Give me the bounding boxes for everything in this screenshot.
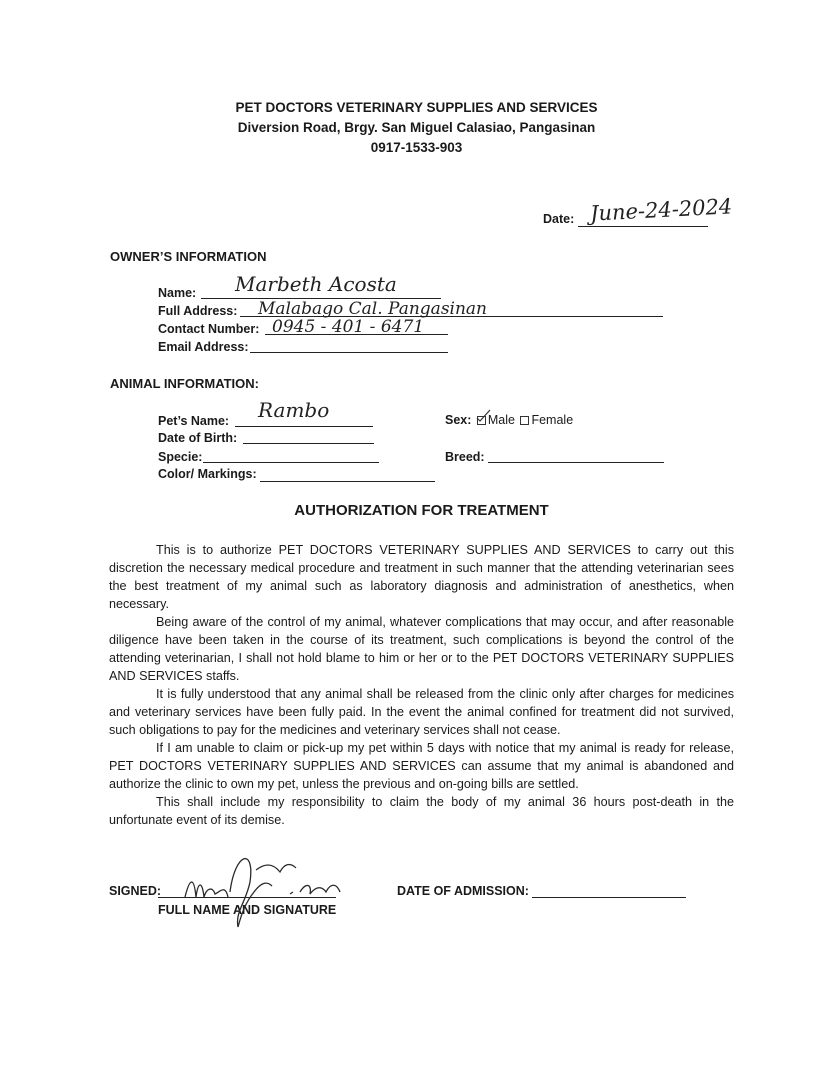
authorization-paragraph: This is to authorize PET DOCTORS VETERINARY SUPPLIES AND SERVICES to carry out this discretion the necessary medical procedure and treatment in such manner that the attending veterinarian sees the best treatment of my animal such as laboratory diagnosis and administration of anesthetics, when necessary. bbox=[109, 543, 734, 611]
specie-line bbox=[203, 462, 379, 463]
signature-caption: FULL NAME AND SIGNATURE bbox=[158, 903, 337, 917]
pet-name-label: Pet’s Name: bbox=[158, 414, 230, 428]
address-label: Full Address: bbox=[158, 304, 238, 318]
female-option-label: Female bbox=[531, 413, 574, 427]
admission-date-line bbox=[532, 897, 686, 898]
owner-name-value: Marbeth Acosta bbox=[235, 272, 397, 296]
owner-section-title: OWNER’S INFORMATION bbox=[110, 249, 267, 264]
color-markings-line bbox=[260, 481, 435, 482]
owner-name-label: Name: bbox=[158, 286, 197, 300]
email-line bbox=[250, 352, 448, 353]
dob-line bbox=[243, 443, 374, 444]
pet-name-value: Rambo bbox=[258, 398, 330, 422]
male-checkbox[interactable] bbox=[477, 416, 486, 425]
authorization-title: AUTHORIZATION FOR TREATMENT bbox=[294, 502, 549, 519]
animal-section-title: ANIMAL INFORMATION: bbox=[110, 376, 259, 391]
specie-label: Specie: bbox=[158, 450, 203, 464]
authorization-paragraph: Being aware of the control of my animal, whatever complications that may occur, and after reasonable diligence have been taken in the course of its treatment, such complications is beyond the control of the attending veterinarian, I shall not hold blame to him or her or to the PET DOCTORS VETERINARY SUPPLIES AND SERVICES staffs. bbox=[109, 615, 734, 683]
check-mark-icon bbox=[475, 409, 491, 423]
address-value: Malabago Cal. Pangasinan bbox=[258, 299, 488, 319]
authorization-paragraph: It is fully understood that any animal shall be released from the clinic only after charges for medicines and veterinary services have been fully paid. In the event the animal confined for treatment did not survived, such obligations to pay for the medicines and veterinary services shall not cease. bbox=[109, 687, 734, 737]
contact-value: 0945 - 401 - 6471 bbox=[272, 317, 425, 337]
dob-label: Date of Birth: bbox=[158, 431, 238, 445]
company-address: Diversion Road, Brgy. San Miguel Calasiao, Pangasinan bbox=[237, 120, 596, 135]
contact-label: Contact Number: bbox=[158, 322, 260, 336]
signature-handwritten-name bbox=[182, 865, 349, 886]
company-phone: 0917-1533-903 bbox=[370, 140, 463, 155]
admission-date-label: DATE OF ADMISSION: bbox=[397, 884, 529, 898]
email-label: Email Address: bbox=[158, 340, 249, 354]
company-name: PET DOCTORS VETERINARY SUPPLIES AND SERVICES bbox=[235, 100, 598, 115]
authorization-paragraph: If I am unable to claim or pick-up my pet within 5 days with notice that my animal is ready for release, PET DOCTORS VETERINARY SUPPLIES AND SERVICES can assume that my animal is abandoned and authorize the clinic to own my pet, unless the previous and on-going bills are settled. bbox=[109, 741, 734, 791]
authorization-body bbox=[109, 541, 734, 829]
breed-line bbox=[488, 462, 664, 463]
sex-field bbox=[445, 413, 573, 427]
color-markings-label: Color/ Markings: bbox=[158, 467, 257, 481]
authorization-paragraph: This shall include my responsibility to claim the body of my animal 36 hours post-death in the unfortunate event of its demise. bbox=[109, 795, 734, 827]
female-checkbox[interactable] bbox=[520, 416, 529, 425]
date-value: June-24-2024 bbox=[589, 194, 733, 226]
breed-label: Breed: bbox=[445, 450, 485, 464]
pet-name-line bbox=[235, 426, 373, 427]
signature-image bbox=[180, 842, 350, 932]
sex-label: Sex: bbox=[445, 413, 472, 427]
letterhead bbox=[0, 98, 833, 158]
date-line bbox=[578, 226, 708, 227]
signed-label: SIGNED: bbox=[109, 884, 162, 898]
date-label: Date: bbox=[543, 212, 575, 226]
male-option-label: Male bbox=[487, 413, 515, 427]
